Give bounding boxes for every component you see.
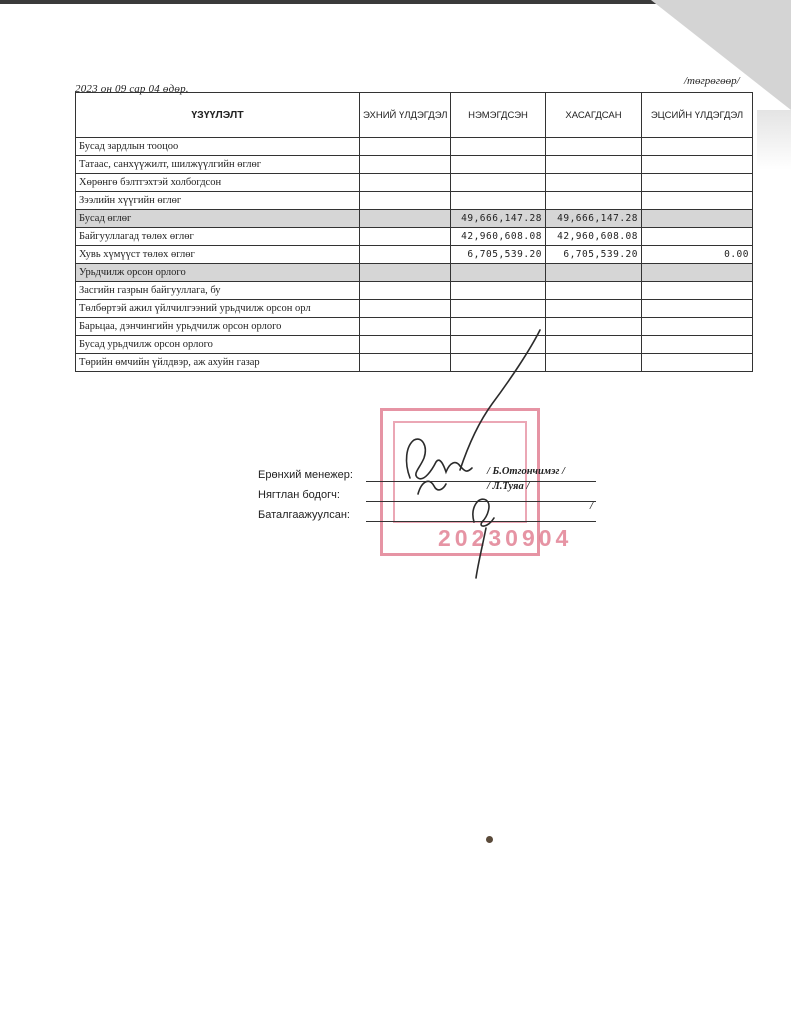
cell-added: 49,666,147.28 — [451, 210, 546, 228]
col-header-end: ЭЦСИЙН ҮЛДЭГДЭЛ — [642, 93, 753, 138]
verified-name: / — [590, 501, 593, 512]
row-label: Бусад өглөг — [76, 210, 360, 228]
row-label: Төлбөртэй ажил үйлчилгээний урьдчилж орсон орл — [76, 300, 360, 318]
col-header-start: ЭХНИЙ ҮЛДЭГДЭЛ — [360, 93, 451, 138]
row-label: Засгийн газрын байгууллага, бу — [76, 282, 360, 300]
row-label: Бусад зардлын тооцоо — [76, 138, 360, 156]
cell-end: 0.00 — [642, 246, 753, 264]
row-label: Хувь хүмүүст төлөх өглөг — [76, 246, 360, 264]
verified-signature — [473, 499, 494, 526]
row-label: Төрийн өмчийн үйлдвэр, аж ахуйн газар — [76, 354, 360, 372]
manager-label: Ерөнхий менежер: — [258, 469, 353, 481]
row-label: Барьцаа, дэнчингийн урьдчилж орсон орлого — [76, 318, 360, 336]
cell-added: 42,960,608.08 — [451, 228, 546, 246]
row-label: Хөрөнгө бэлтгэхтэй холбогдсон — [76, 174, 360, 192]
signature-tail-stroke — [460, 330, 540, 470]
verified-label: Баталгаажуулсан: — [258, 509, 350, 521]
accountant-name: / Л.Туяа / — [487, 481, 530, 492]
accountant-signature — [418, 481, 446, 494]
cell-deducted: 49,666,147.28 — [546, 210, 642, 228]
row-label: Урьдчилж орсон орлого — [76, 264, 360, 282]
scan-speck — [486, 836, 493, 843]
cell-added: 6,705,539.20 — [451, 246, 546, 264]
accountant-label: Нягтлан бодогч: — [258, 489, 340, 501]
row-label: Зээлийн хүүгийн өглөг — [76, 192, 360, 210]
report-date: 2023 он 09 сар 04 өдөр. — [75, 83, 189, 95]
col-header-deducted: ХАСАГДСАН — [546, 93, 642, 138]
manager-name: / Б.Отгончимэг / — [487, 466, 565, 477]
cell-deducted: 42,960,608.08 — [546, 228, 642, 246]
row-label: Татаас, санхүүжилт, шилжүүлгийн өглөг — [76, 156, 360, 174]
col-header-added: НЭМЭГДСЭН — [451, 93, 546, 138]
cell-deducted: 6,705,539.20 — [546, 246, 642, 264]
currency-unit: /төгрөгөөр/ — [684, 75, 740, 87]
stamp-date: 20230904 — [438, 525, 573, 551]
manager-signature — [407, 439, 472, 479]
col-header-indicator: ҮЗҮҮЛЭЛТ — [76, 93, 360, 138]
verified-signature-tail — [476, 528, 486, 578]
row-label: Байгууллагад төлөх өглөг — [76, 228, 360, 246]
row-label: Бусад урьдчилж орсон орлого — [76, 336, 360, 354]
